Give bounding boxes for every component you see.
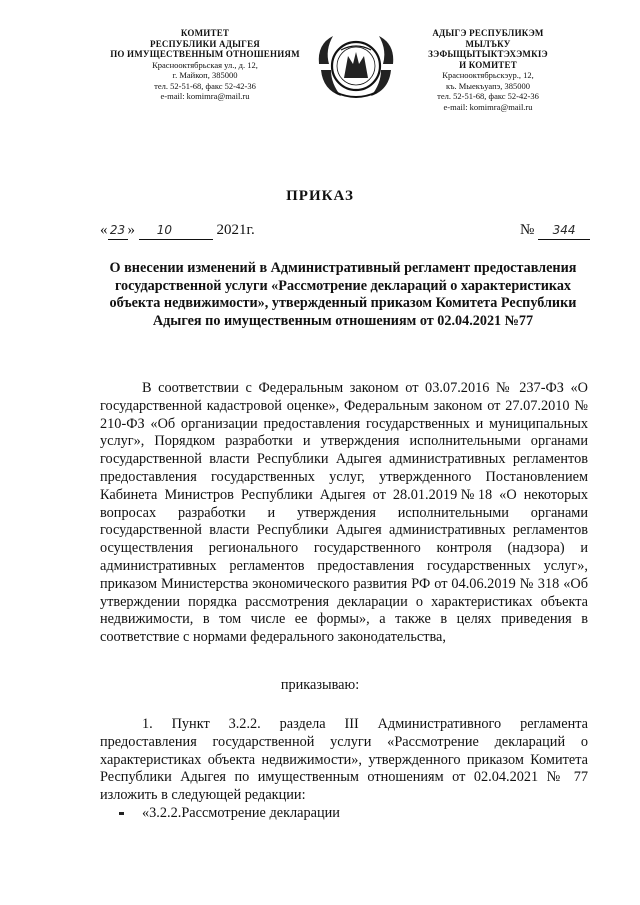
preamble-paragraph	[100, 380, 588, 647]
item1-paragraph	[100, 716, 588, 805]
order-number	[520, 222, 590, 240]
document-title: ПРИКАЗ	[286, 188, 354, 204]
header-right-line2: МЫЛЪКУ ЗЭФЫЩЫТЫКТЭХЭМКIЭ	[428, 38, 548, 59]
header-right-address2: къ. Мыекъуапэ, 385000	[445, 80, 531, 91]
header-left-phone: тел. 52-51-68, факс 52-42-36	[154, 80, 256, 91]
date-year: 2021г.	[216, 222, 255, 238]
number-value: 344	[552, 223, 576, 237]
date-close-quote: »	[127, 222, 135, 238]
number-label: №	[520, 222, 535, 238]
header-left-line1: КОМИТЕТ	[180, 28, 230, 38]
header-right-phone: тел. 52-51-68, факс 52-42-36	[437, 91, 539, 101]
header-left-line3: ПО ИМУЩЕСТВЕННЫМ ОТНОШЕНИЯМ	[110, 49, 300, 59]
header-right-address1: Краснооктябрьскэур., 12,	[442, 70, 534, 80]
header-left-address2: г. Майкоп, 385000	[172, 70, 238, 80]
order-date	[100, 222, 255, 240]
header-right-email: e-mail: komimra@mail.ru	[443, 101, 533, 112]
item1-quote: «3.2.2.Рассмотрение декларации	[142, 805, 340, 821]
coat-of-arms-icon	[311, 30, 401, 102]
date-month: 10	[156, 223, 173, 237]
header-right-line3: И КОМИТЕТ	[459, 59, 517, 70]
header-left-address1: Краснооктябрьская ул., д. 12,	[152, 59, 258, 70]
header-left-email: e-mail: komimra@mail.ru	[160, 91, 250, 101]
header-left-line2: РЕСПУБЛИКИ АДЫГЕЯ	[150, 38, 260, 49]
preamble-text: В соответствии с Федеральным законом от 03.07.2016 № 237-ФЗ «О государственной кадастровой оценке», Федеральным законом от 27.07.2010 № 210-ФЗ «Об организации предоставления государственных и муниципальных услуг», Порядком разработки и утверждения исполнительными органами государственной власти Республики Адыгея административных регламентов предоставления государственных услуг, утвержденного Постановлением Кабинета Министров Республики Адыгея от 28.01.2019№18 «О некоторых вопросах разработки и утверждения исполнительными органами государственной власти Республики Адыгея административных регламентов осуществления регионального государственного контроля (надзора) и административных регламентов предоставления государственных услуг», приказом Министерства экономического развития РФ от 04.06.2019 № 318 «Об утверждении порядка рассмотрения декларации о характеристиках объекта недвижимости, в том числе ее формы», а также в целях приведения в соответствие с нормами федерального законодательства,	[100, 380, 588, 646]
order-word: приказываю:	[280, 677, 360, 693]
header-left	[102, 28, 308, 102]
item1-text: 1. Пункт 3.2.2. раздела III Административного регламента предоставления государственной услуги «Рассмотрение деклараций о характеристиках объекта недвижимости», утвержденного приказом Комитета Республики Адыгея по имущественным отношениям от 02.04.2021 № 77 изложить в следующей редакции:	[100, 716, 588, 804]
scan-mark	[119, 812, 124, 815]
header-right	[408, 28, 568, 112]
header-right-line1: АДЫГЭ РЕСПУБЛИКЭМ	[432, 28, 544, 38]
date-day: 23	[109, 223, 126, 237]
date-open-quote: «	[100, 222, 108, 238]
document-heading: О внесении изменений в Административный регламент предоставления государственной услуги «Рассмотрение деклараций о характеристиках объекта недвижимости», утвержденный приказом Комитета Республики Адыгея по имущественным отношениям от 02.04.2021 №77	[109, 260, 577, 329]
